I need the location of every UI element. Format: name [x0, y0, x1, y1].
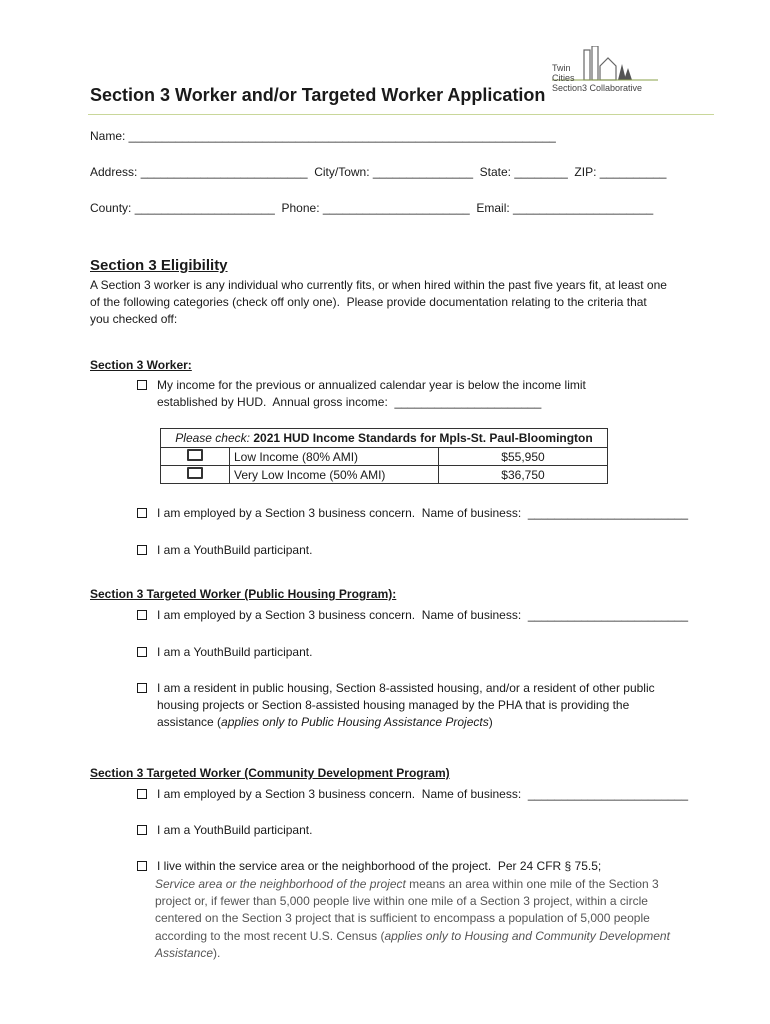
table-cell-label: Very Low Income (50% AMI)	[230, 466, 439, 484]
cd-definition-line	[155, 876, 659, 893]
logo-text-twin: Twin	[552, 63, 571, 73]
cd-definition-line: centered on the Section 3 project that is sufficient to encompass a population of 5,000 people	[155, 911, 650, 925]
cd-employed-option[interactable]: I am employed by a Section 3 business concern. Name of business: ________________________	[157, 787, 689, 801]
name-field[interactable]: Name: ________________________________________________________________	[90, 129, 556, 143]
income-checkbox[interactable]	[137, 380, 147, 390]
ph-resident-italic: applies only to Public Housing Assistance Projects	[221, 715, 489, 729]
public-housing-heading: Section 3 Targeted Worker (Public Housing Program):	[90, 587, 397, 601]
eligibility-intro-line: A Section 3 worker is any individual who currently fits, or when hired within the past five years fit, at least one	[90, 278, 667, 292]
worker-heading: Section 3 Worker:	[90, 358, 192, 372]
cd-youthbuild-option: I am a YouthBuild participant.	[157, 823, 313, 837]
low-income-checkbox[interactable]	[187, 449, 203, 461]
community-heading: Section 3 Targeted Worker (Community Development Program)	[90, 766, 450, 780]
logo-text-collaborative: Section3 Collaborative	[552, 83, 643, 93]
county-field-row[interactable]: County: _____________________ Phone: ______________________ Email: _____________________	[90, 201, 654, 215]
ph-resident-prefix: assistance (	[157, 715, 222, 729]
ph-resident-line	[157, 714, 493, 731]
ph-employed-checkbox[interactable]	[137, 610, 147, 620]
ph-resident-suffix: )	[488, 715, 493, 729]
title-divider	[88, 114, 714, 115]
eligibility-intro-line: you checked off:	[90, 312, 178, 326]
cd-definition-line: project or, if fewer than 5,000 people live within one mile of a Section 3 project, within a circle	[155, 894, 648, 908]
table-cell-value: $55,950	[439, 448, 608, 466]
cd-definition-line	[155, 928, 670, 945]
eligibility-intro-line: of the following categories (check off only one). Please provide documentation relating to the criteria that	[90, 295, 647, 309]
address-field-row[interactable]: Address: _________________________ City/Town: _______________ State: ________ ZIP: __________	[90, 165, 667, 179]
page-title: Section 3 Worker and/or Targeted Worker Application	[90, 85, 546, 105]
cd-definition-italic: Assistance	[155, 946, 214, 960]
ph-resident-line: housing projects or Section 8-assisted housing managed by the PHA that is providing the	[157, 698, 630, 712]
income-option-line[interactable]: established by HUD. Annual gross income: ______________________	[157, 395, 542, 409]
table-cell-label: Low Income (80% AMI)	[230, 448, 439, 466]
cd-service-area-option: I live within the service area or the neighborhood of the project. Per 24 CFR § 75.5;	[157, 859, 602, 873]
table-caption	[161, 429, 608, 448]
cd-definition-text: means an area within one mile of the Section 3	[405, 877, 659, 891]
income-standards-table	[160, 428, 608, 484]
cd-definition-line	[155, 945, 220, 962]
collaborative-logo	[552, 46, 662, 98]
ph-youthbuild-checkbox[interactable]	[137, 647, 147, 657]
table-caption-title: 2021 HUD Income Standards for Mpls-St. Paul-Bloomington	[253, 431, 593, 445]
cd-service-area-checkbox[interactable]	[137, 861, 147, 871]
income-option-line: My income for the previous or annualized calendar year is below the income limit	[157, 378, 586, 392]
cd-definition-italic: applies only to Housing and Community Development	[384, 929, 670, 943]
cd-definition-term: Service area or the neighborhood of the project	[155, 877, 406, 891]
worker-employed-option[interactable]: I am employed by a Section 3 business concern. Name of business: ________________________	[157, 506, 689, 520]
cd-youthbuild-checkbox[interactable]	[137, 825, 147, 835]
table-cell-value: $36,750	[439, 466, 608, 484]
ph-youthbuild-option: I am a YouthBuild participant.	[157, 645, 313, 659]
table-row	[161, 466, 608, 484]
cd-definition-prefix: according to the most recent U.S. Census (	[155, 929, 385, 943]
worker-youthbuild-option: I am a YouthBuild participant.	[157, 543, 313, 557]
cd-employed-checkbox[interactable]	[137, 789, 147, 799]
ph-resident-line: I am a resident in public housing, Section 8-assisted housing, and/or a resident of other public	[157, 681, 655, 695]
ph-employed-option[interactable]: I am employed by a Section 3 business concern. Name of business: ________________________	[157, 608, 689, 622]
worker-employed-checkbox[interactable]	[137, 508, 147, 518]
eligibility-heading: Section 3 Eligibility	[90, 257, 228, 274]
very-low-income-checkbox[interactable]	[187, 467, 203, 479]
logo-text-cities: Cities	[552, 73, 575, 83]
table-caption-prefix: Please check:	[175, 431, 250, 445]
worker-youthbuild-checkbox[interactable]	[137, 545, 147, 555]
ph-resident-checkbox[interactable]	[137, 683, 147, 693]
cd-definition-suffix: ).	[213, 946, 221, 960]
table-row	[161, 448, 608, 466]
